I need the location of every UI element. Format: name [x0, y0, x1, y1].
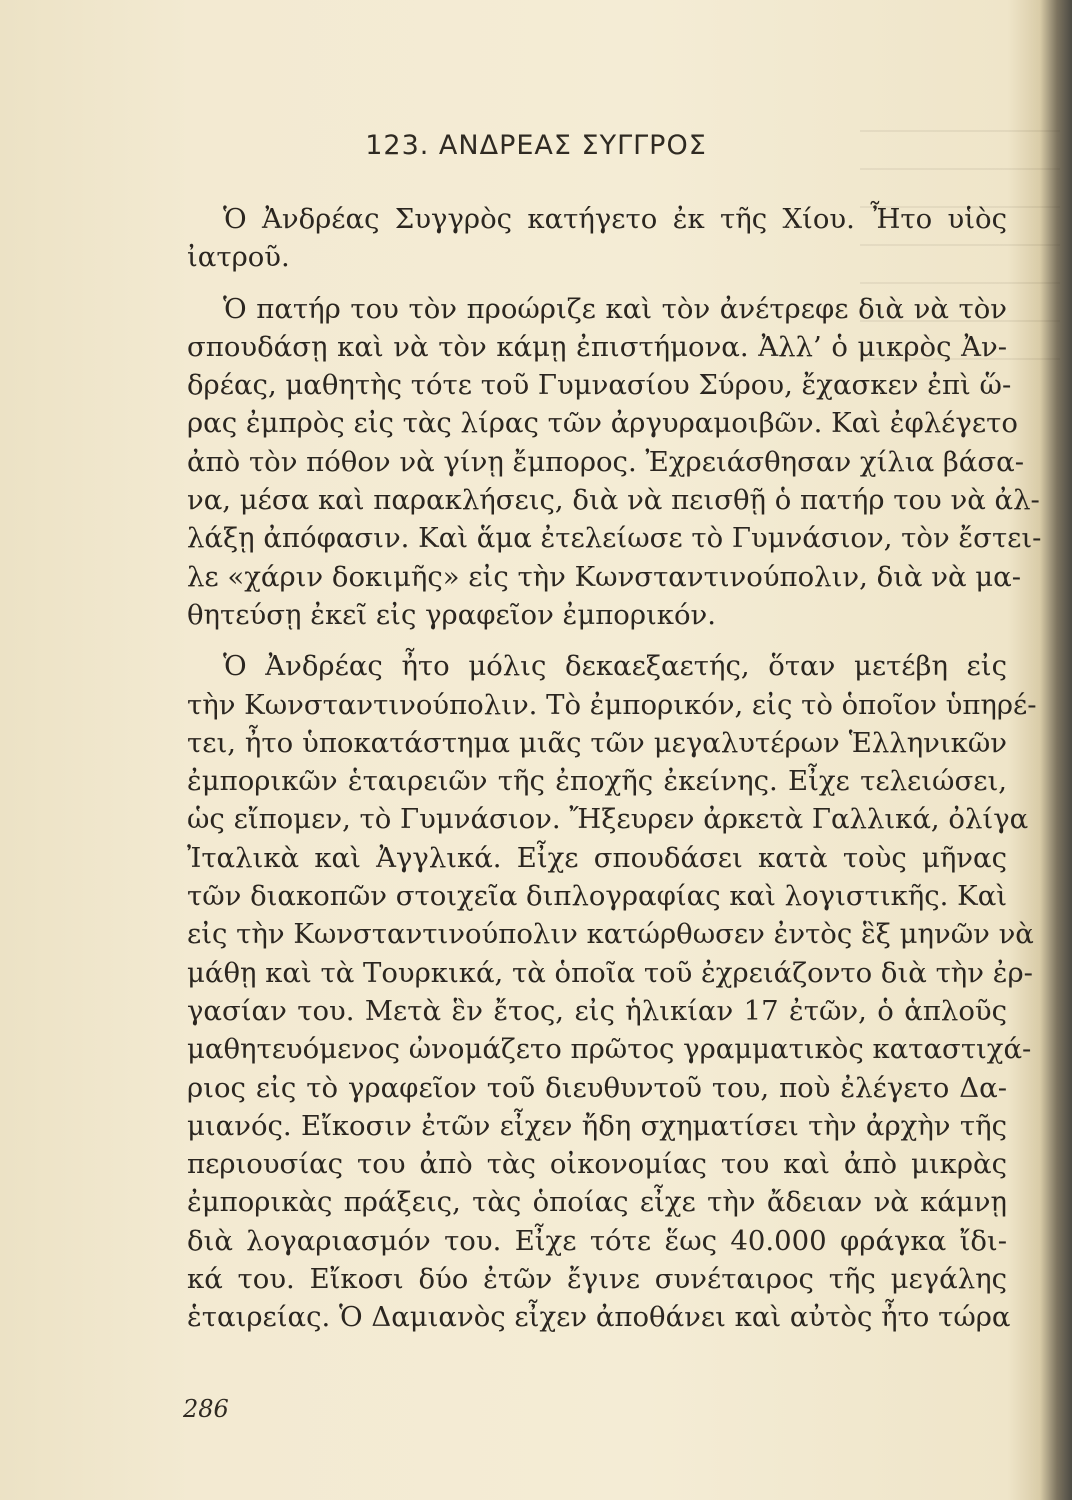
text-line: θητεύσῃ ἐκεῖ εἰς γραφεῖον ἐμπορικόν. [187, 598, 716, 631]
paragraph [187, 200, 1007, 277]
text-line: ἀπὸ τὸν πόθον νὰ γίνῃ ἔμπορος. Ἐχρειάσθησαν χίλια βάσα- [187, 445, 1024, 478]
text-line: Ἰταλικὰ καὶ Ἀγγλικά. Εἶχε σπουδάσει κατὰ τοὺς μῆνας [187, 841, 1007, 874]
text-line: ἰατροῦ. [187, 241, 290, 274]
text-line: ἑταιρείας. Ὁ Δαμιανὸς εἶχεν ἀποθάνει καὶ αὐτὸς ἦτο τώρα [187, 1301, 1011, 1334]
text-line: τει, ἦτο ὑποκατάστημα μιᾶς τῶν μεγαλυτέρων Ἑλληνικῶν [187, 726, 1007, 759]
chapter-heading: 123. ΑΝΔΡΕΑΣ ΣΥΓΓΡΟΣ [365, 130, 707, 161]
text-line: ἐμπορικῶν ἑταιρειῶν τῆς ἐποχῆς ἐκείνης. Εἶχε τελειώσει, [187, 765, 1007, 798]
text-line: μιανός. Εἴκοσιν ἐτῶν εἶχεν ἤδη σχηματίσει τὴν ἀρχὴν τῆς [187, 1109, 1007, 1142]
text-line: περιουσίας του ἀπὸ τὰς οἰκονομίας του καὶ ἀπὸ μικρὰς [187, 1148, 1007, 1181]
text-line: ρας ἐμπρὸς εἰς τὰς λίρας τῶν ἀργυραμοιβῶν. Καὶ ἐφλέγετο [187, 407, 1018, 440]
text-line: ριος εἰς τὸ γραφεῖον τοῦ διευθυντοῦ του, ποὺ ἐλέγετο Δα- [187, 1071, 1007, 1104]
text-line: Ὁ Ἀνδρέας Συγγρὸς κατήγετο ἐκ τῆς Χίου. Ἦτο υἱὸς [223, 203, 1007, 235]
text-line: σπουδάσῃ καὶ νὰ τὸν κάμῃ ἐπιστήμονα. Ἀλλ’ ὁ μικρὸς Ἀν- [187, 330, 1007, 363]
text-line: δρέας, μαθητὴς τότε τοῦ Γυμνασίου Σύρου, ἔχασκεν ἐπὶ ὥ- [187, 369, 1012, 402]
text-line: μαθητευόμενος ὠνομάζετο πρῶτος γραμματικὸς καταστιχά- [187, 1033, 1032, 1066]
text-line: τῶν διακοπῶν στοιχεῖα διπλογραφίας καὶ λογιστικῆς. Καὶ [187, 880, 1008, 913]
text-line: μάθῃ καὶ τὰ Τουρκικά, τὰ ὁποῖα τοῦ ἐχρειάζοντο διὰ τὴν ἐρ- [187, 956, 1033, 989]
text-line: διὰ λογαριασμόν του. Εἶχε τότε ἕως 40.000 φράγκα ἴδι- [187, 1224, 1007, 1257]
paragraph [187, 647, 1037, 1336]
text-line: λε «χάριν δοκιμῆς» εἰς τὴν Κωνσταντινούπολιν, διὰ νὰ μα- [187, 560, 1022, 593]
paragraph [187, 290, 1042, 635]
text-line: τὴν Κωνσταντινούπολιν. Τὸ ἐμπορικόν, εἰς τὸ ὁποῖον ὑπηρέ- [187, 688, 1037, 721]
text-line: Ὁ πατήρ του τὸν προώριζε καὶ τὸν ἀνέτρεφε διὰ νὰ τὸν [223, 292, 1007, 325]
text-line: εἰς τὴν Κωνσταντινούπολιν κατώρθωσεν ἐντὸς ἓξ μηνῶν νὰ [187, 918, 1034, 951]
text-line: λάξῃ ἀπόφασιν. Καὶ ἅμα ἐτελείωσε τὸ Γυμνάσιον, τὸν ἔστει- [187, 522, 1042, 555]
body-text [187, 200, 1042, 1350]
text-line: κά του. Εἴκοσι δύο ἐτῶν ἔγινε συνέταιρος τῆς μεγάλης [187, 1263, 1007, 1296]
text-line: γασίαν του. Μετὰ ἓν ἔτος, εἰς ἡλικίαν 17 ἐτῶν, ὁ ἁπλοῦς [187, 994, 1007, 1027]
text-line: να, μέσα καὶ παρακλήσεις, διὰ νὰ πεισθῇ ὁ πατήρ του νὰ ἀλ- [187, 484, 1040, 517]
text-line: ὡς εἴπομεν, τὸ Γυμνάσιον. Ἤξευρεν ἀρκετὰ Γαλλικά, ὀλίγα [187, 803, 1029, 836]
text-line: Ὁ Ἀνδρέας ἦτο μόλις δεκαεξαετής, ὅταν μετέβη εἰς [223, 650, 1007, 683]
text-line: ἐμπορικὰς πράξεις, τὰς ὁποίας εἶχε τὴν ἄδειαν νὰ κάμνῃ [187, 1186, 1007, 1219]
page-number: 286 [183, 1395, 229, 1423]
